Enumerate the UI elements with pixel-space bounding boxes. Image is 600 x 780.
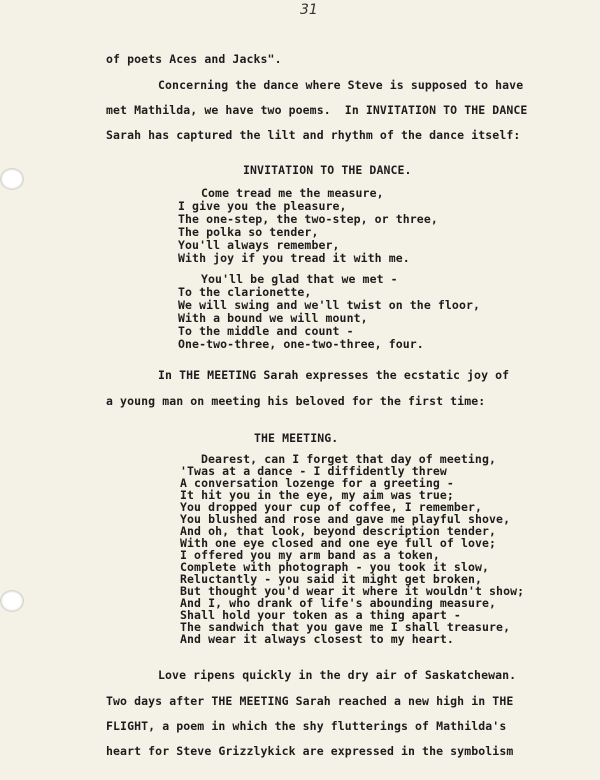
closing-line: Two days after THE MEETING Sarah reached a new high in THE bbox=[106, 694, 514, 708]
poem-line: The polka so tender, bbox=[178, 225, 319, 239]
binder-hole-bottom bbox=[0, 590, 24, 612]
page-number: 31 bbox=[300, 2, 318, 18]
intro-line: of poets Aces and Jacks". bbox=[106, 52, 282, 66]
poem-line: A conversation lozenge for a greeting - bbox=[180, 476, 454, 490]
poem-line: The sandwich that you gave me I shall treasure, bbox=[180, 620, 511, 634]
intro-line: met Mathilda, we have two poems. In INVITATION TO THE DANCE bbox=[106, 103, 528, 117]
poem-line: And wear it always closest to my heart. bbox=[180, 632, 454, 646]
binder-hole-top bbox=[0, 168, 24, 190]
poem-line: 'Twas at a dance - I diffidently threw bbox=[180, 464, 447, 478]
poem-line: Reluctantly - you said it might get broken, bbox=[180, 572, 483, 586]
poem-line: Dearest, can I forget that day of meeting, bbox=[201, 452, 496, 466]
poem-line: With joy if you tread it with me. bbox=[178, 251, 410, 265]
poem-line: Come tread me the measure, bbox=[201, 186, 384, 200]
middle-line: In THE MEETING Sarah expresses the ecstatic joy of bbox=[158, 368, 510, 382]
poem-line: I give you the pleasure, bbox=[178, 199, 347, 213]
closing-line: heart for Steve Grizzlykick are expressed in the symbolism bbox=[106, 744, 514, 758]
poem-line: One-two-three, one-two-three, four. bbox=[178, 337, 424, 351]
poem-line: The one-step, the two-step, or three, bbox=[178, 212, 438, 226]
poem-line: You'll be glad that we met - bbox=[201, 272, 398, 286]
poem-line: You'll always remember, bbox=[178, 238, 340, 252]
poem-line: You dropped your cup of coffee, I remember, bbox=[180, 500, 483, 514]
closing-line: Love ripens quickly in the dry air of Saskatchewan. bbox=[158, 668, 517, 682]
poem-line: You blushed and rose and gave me playful shove, bbox=[180, 512, 511, 526]
poem-line: And oh, that look, beyond description tender, bbox=[180, 524, 497, 538]
poem-line: To the clarionette, bbox=[178, 285, 312, 299]
poem-title: THE MEETING. bbox=[254, 431, 339, 445]
intro-line: Sarah has captured the lilt and rhythm of the dance itself: bbox=[106, 128, 521, 142]
middle-line: a young man on meeting his beloved for the first time: bbox=[106, 394, 486, 408]
poem-line: But thought you'd wear it where it wouldn't show; bbox=[180, 584, 525, 598]
poem-line: We will swing and we'll twist on the floor, bbox=[178, 298, 481, 312]
poem-line: With a bound we will mount, bbox=[178, 311, 368, 325]
poem-line: I offered you my arm band as a token, bbox=[180, 548, 440, 562]
poem-title: INVITATION TO THE DANCE. bbox=[243, 163, 412, 177]
closing-line: FLIGHT, a poem in which the shy flutterings of Mathilda's bbox=[106, 719, 507, 733]
poem-line: It hit you in the eye, my aim was true; bbox=[180, 488, 454, 502]
poem-line: With one eye closed and one eye full of love; bbox=[180, 536, 497, 550]
poem-line: Shall hold your token as a thing apart - bbox=[180, 608, 461, 622]
poem-line: To the middle and count - bbox=[178, 324, 354, 338]
poem-line: And I, who drank of life's abounding measure, bbox=[180, 596, 497, 610]
intro-line: Concerning the dance where Steve is supposed to have bbox=[158, 78, 524, 92]
poem-line: Complete with photograph - you took it slow, bbox=[180, 560, 490, 574]
